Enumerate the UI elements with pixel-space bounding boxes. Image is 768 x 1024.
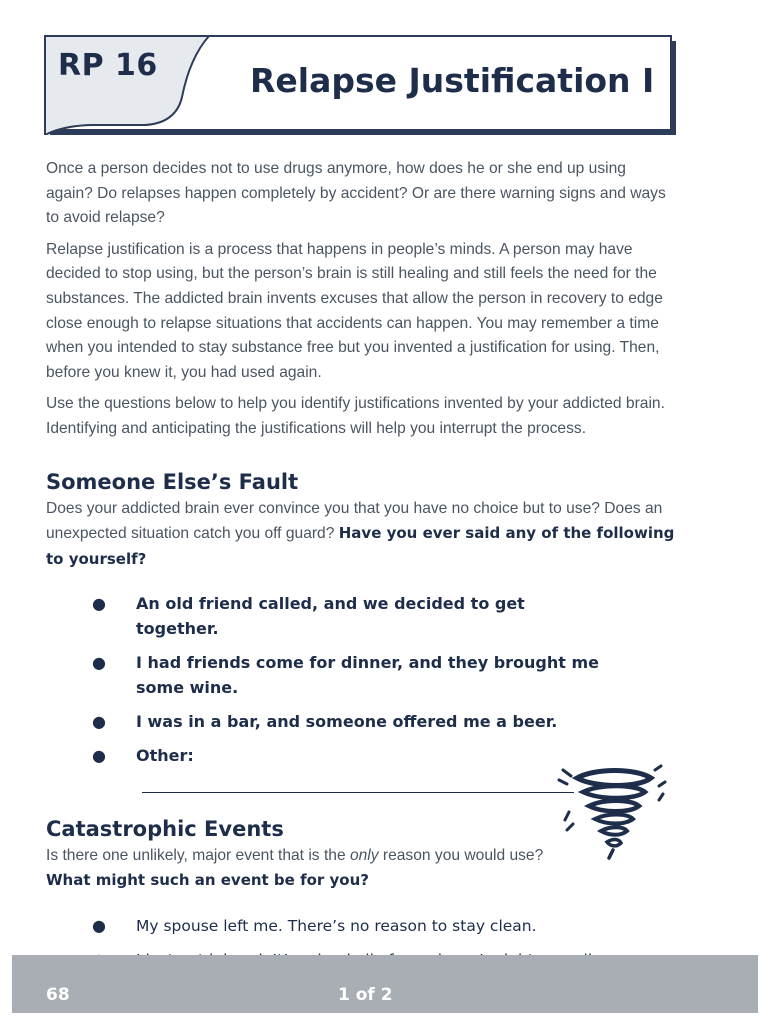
- section1-question: [46, 497, 676, 573]
- other-label: Other:: [136, 745, 194, 765]
- bullet-icon: ●: [92, 712, 106, 732]
- section2-question-end: reason you would use?: [378, 846, 544, 864]
- list-item-other: [46, 744, 606, 793]
- section-heading-someone-elses-fault: Someone Else’s Fault: [46, 469, 299, 494]
- bullet-text: I was in a bar, and someone offered me a beer.: [136, 712, 558, 732]
- list-item: [46, 651, 606, 700]
- tornado-icon: [555, 764, 667, 860]
- section1-bullet-list: [46, 592, 606, 793]
- bullet-icon: ●: [92, 745, 106, 765]
- page-footer: [12, 955, 758, 1013]
- section1-question-bold: Have you ever said any of the following to yourself?: [46, 524, 675, 568]
- bullet-text: I had friends come for dinner, and they brought me some wine.: [136, 653, 600, 697]
- bullet-icon: ●: [92, 653, 106, 673]
- list-item: [46, 710, 606, 735]
- section2-question-start: Is there one unlikely, major event that is the: [46, 846, 350, 864]
- section-heading-catastrophic-events: Catastrophic Events: [46, 816, 284, 841]
- section2-question-bold: What might such an event be for you?: [46, 871, 369, 890]
- intro-paragraph-2: Relapse justification is a process that happens in people’s minds. A person may have decided to stop using, but the person’s brain is still healing and still feels the need for the substances. The addicted brain invents excuses that allow the person in recovery to edge close enough to relapse situations that accidents can happen. You may remember a time when you intended to stay substance free but you invented a justification for using. Then, before you knew it, you had used again.: [46, 240, 663, 381]
- page-of-indicator: 1 of 2: [338, 985, 393, 1005]
- bullet-icon: ●: [92, 594, 106, 614]
- list-item: [46, 914, 676, 939]
- intro-paragraph-3: Use the questions below to help you identify justifications invented by your addicted brain. Identifying and anticipating the justifications will help you interrupt the process.: [46, 395, 665, 437]
- section2-question: [46, 844, 546, 894]
- intro-paragraph-1: Once a person decides not to use drugs anymore, how does he or she end up using again? Do relapses happen completely by accident? Or are there warning signs and ways to avoid relapse?: [46, 160, 666, 227]
- other-answer-line[interactable]: [142, 776, 574, 793]
- bullet-text: An old friend called, and we decided to get together.: [136, 594, 525, 638]
- section2-question-italic: only: [349, 846, 379, 864]
- bullet-icon: ●: [92, 916, 106, 935]
- page-number: 68: [46, 985, 70, 1005]
- section1-question-text: Does your addicted brain ever convince you that you have no choice but to use? Does an unexpected situation catch you off guard?: [46, 499, 663, 543]
- page-title: Relapse Justification I: [250, 61, 655, 100]
- bullet-text: My spouse left me. There’s no reason to stay clean.: [136, 917, 537, 935]
- page-header: [44, 35, 676, 135]
- rp-tab-label: RP 16: [58, 48, 158, 83]
- list-item: [46, 592, 606, 641]
